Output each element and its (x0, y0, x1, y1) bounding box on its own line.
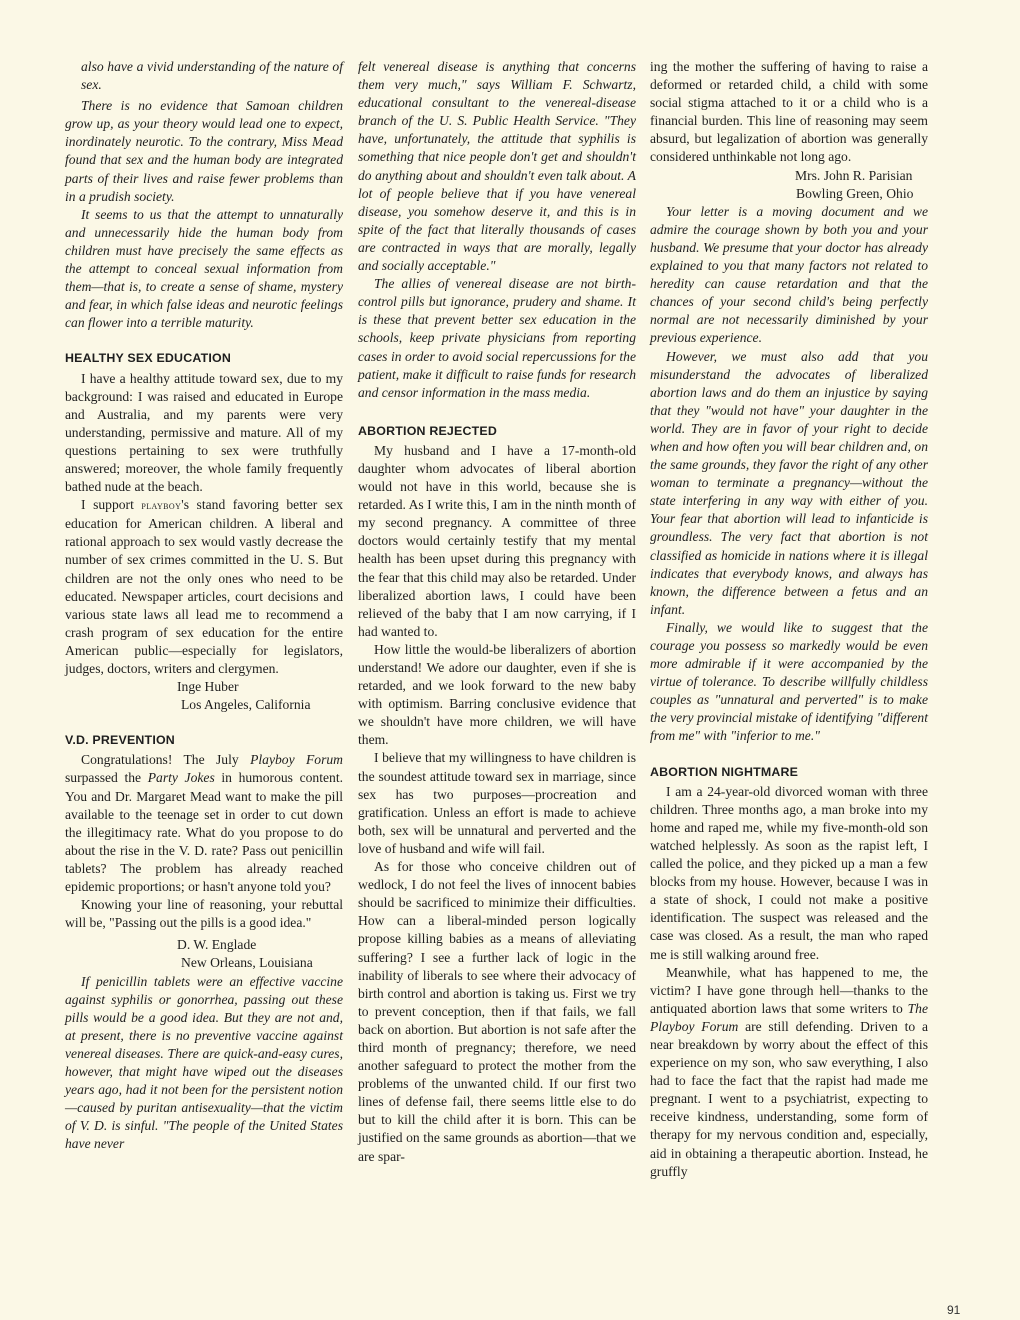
page-number: 91 (947, 1303, 961, 1317)
letter-paragraph: Knowing your line of reasoning, your rebuttal will be, "Passing out the pills is a good idea." (65, 897, 343, 931)
editor-reply-paragraph: felt venereal disease is anything that concerns them very much," says William F. Schwartz, educational consultant to the venereal-disease branch of the U. S. Public Health Service. "They have, unfortunately, the attitude that syphilis is something that nice people don't get and shouldn't do anything about and shouldn't even talk about. A lot of people believe that if you have venereal disease, you somehow deserve it, and this is in spite of the fact that literally thousands of cases are contracted in ways that are morally, legally and socially acceptable." (358, 59, 636, 274)
letter-paragraph: ing the mother the suffering of having to raise a deformed or retarded child, a child with some social stigma attached to it or a child who is a financial burden. This line of reasoning may seem absurd, but legalization of abortion was generally considered unthinkable not long ago. (650, 59, 928, 165)
editor-reply-paragraph: There is no evidence that Samoan children grow up, as your theory would lead one to expect, inordinately neurotic. To the contrary, Miss Mead found that sex and the human body are integrated parts of their lives and raise fewer problems than in a prudish society. (65, 98, 343, 204)
editor-reply-paragraph: Your letter is a moving document and we admire the courage shown by both you and your husband. We presume that your doctor has already explained to you that many factors not related to heredity can cause retardation and that the chances of your second child's being perfectly normal are not necessarily diminished by your previous experience. (650, 203, 928, 346)
text-fragment: I support (81, 497, 142, 513)
text-fragment: Meanwhile, what has happened to me, the victim? I have gone through hell—thanks to the antiquated abortion laws that some writers to (650, 964, 928, 1016)
letter-paragraph: My husband and I have a 17-month-old daughter whom advocates of liberal abortion would not have in this world, because she is retarded. As I write this, I am in the ninth month of my second pregnancy. A committee of three doctors would certainly testify that my mental health has been upset during this pregnancy with the fear that this child may also be retarded. Under liberalized abortion laws, I could have been relieved of the baby that I am now carrying, if I had wanted to. (358, 442, 636, 639)
text-fragment: Congratulations! The July (81, 752, 251, 768)
signature-location: New Orleans, Louisiana (181, 955, 313, 971)
signature-name: Mrs. John R. Parisian (795, 167, 913, 183)
letter-paragraph: As for those who conceive children out of wedlock, I do not feel the lives of innocent babies should be sacrificed to minimize their difficulties. How can a liberal-minded person logically propose killing babies as a means of alleviating suffering? I see a further lack of logic in the inability of liberals to see where their advocacy of birth control and abortion is taking us. First we try to prevent conception, then if that fails, we fall back on abortion. But abortion is not safe after the third month of pregnancy; therefore, we need another safeguard to protect the mother from the problems of the unwanted child. If our first two lines of defense fail, there seems little else to do but to kill the child after it is born. This can be justified on the same grounds as abortion—that we are spar- (358, 859, 636, 1164)
editor-reply-paragraph: The allies of venereal disease are not birth-control pills but ignorance, prudery and shame. It is these that prevent better sex education in the schools, keep private physicians from reporting cases in order to avoid social repercussions for the patient, make it difficult to raise funds for research and censor information in the mass media. (358, 276, 636, 400)
section-heading-abortion-rejected: ABORTION REJECTED (358, 423, 498, 438)
letter-paragraph: I am a 24-year-old divorced woman with three children. Three months ago, a man broke into my home and raped me, while my five-month-old son watched helplessly. As soon as the rapist left, I called the police, and they picked up a man a few blocks from my house. However, because I was in a state of shock, I could not make a positive identification. The suspect was released and the case was closed. As a result, the man who raped me is still walking around free. (650, 783, 928, 962)
section-heading-abortion-nightmare: ABORTION NIGHTMARE (650, 764, 799, 779)
section-heading-vd-prevention: V.D. PREVENTION (65, 733, 175, 748)
editor-reply-paragraph: It seems to us that the attempt to unnaturally and unnecessarily hide the human body from children must have precisely the same effects as the attempt to conceal sexual information from them—that is, to create a sense of shame, mystery and fear, in which false ideas and neurotic feelings can flower into a terrible maturity. (65, 206, 343, 331)
section-heading-healthy-sex-education: HEALTHY SEX EDUCATION (65, 351, 231, 366)
letter-paragraph: How little the would-be liberalizers of abortion understand! We adore our daughter, even if she is retarded, and we look forward to the new baby with optimism. Barring conclusive evidence that we shouldn't have more children, we will have them. (358, 641, 636, 748)
column-1 (65, 58, 343, 1153)
editor-reply-paragraph: However, we must also add that you misunderstand the advocates of liberalized abortion laws and do them an injustice by saying that they "would not have" your daughter in the world. They are in favor of your right to decide when and how often you will bear children and, on the same grounds, they favor the right of any other woman to terminate a pregnancy—without the state interfering in any way with either of you. Your fear that abortion will lead to infanticide is groundless. The very fact that abortion is not classified as homicide in nations where it is illegal indicates that everybody knows, and always has known, the difference between a fetus and an infant. (650, 348, 928, 617)
text-fragment: 's stand favoring better sex education for American children. A liberal and rational approach to sex would vastly decrease the number of sex crimes committed in the U. S. But children are not the only ones who need to be educated. Newspaper articles, court decisions and various state laws all lead me to recommend a crash program of sex education for the entire American public—especially for legislators, judges, doctors, writers and clergymen. (65, 497, 343, 676)
letter-paragraph (65, 751, 343, 896)
column-2 (358, 58, 636, 1166)
column-title: The Playboy Forum (650, 1000, 928, 1034)
column-3 (650, 58, 928, 1181)
text-fragment: surpassed the (65, 770, 148, 786)
magazine-name: playboy (141, 500, 182, 513)
column-title: Playboy Forum (250, 752, 343, 768)
letter-paragraph (65, 496, 343, 678)
letter-paragraph: I believe that my willingness to have children is the soundest attitude toward sex in marriage, since sex has two purposes—procreation and gratification. Unless an effort is made to achieve both, sex will be unnatural and perverted and the love of husband and wife will fail. (358, 750, 636, 856)
text-fragment: in humorous content. You and Dr. Margaret Mead want to make the pill available to the teenage set in order to cut down the illegitimacy rate. What do you propose to do about the rise in the V. D. rate? Pass out penicillin tablets? The problem has already reached epidemic proportions; or hasn't anyone told you? (65, 770, 343, 895)
editor-reply-paragraph: also have a vivid understanding of the nature of sex. (81, 59, 343, 93)
editor-reply-paragraph: Finally, we would like to suggest that the courage you possess so markedly would be even more admirable if it were accompanied by the virtue of tolerance. To describe willfully childless couples as "unnatural and perverted" is to make the very provincial mistake of identifying "different from me" with "inferior to me." (650, 619, 928, 744)
signature-location: Bowling Green, Ohio (796, 185, 914, 201)
signature-location: Los Angeles, California (181, 697, 311, 713)
signature-name: D. W. Englade (177, 937, 257, 953)
column-title: Party Jokes (147, 770, 215, 786)
signature-name: Inge Huber (177, 679, 239, 695)
letter-paragraph: I have a healthy attitude toward sex, due to my background: I was raised and educated in Europe and Australia, and my parents were very understanding, permissive and mature. All of my questions pertaining to sex were truthfully answered; moreover, the whole family frequently bathed nude at the beach. (65, 370, 343, 495)
editor-reply-paragraph: If penicillin tablets were an effective vaccine against syphilis or gonorrhea, passing out these pills would be a good idea. But they are not and, at present, there is no preventive vaccine against venereal diseases. There are quick-and-easy cures, however, that might have wiped out the diseases years ago, had it not been for the persistent notion—caused by puritan antisexuality—that the victim of V. D. is sinful. "The people of the United States have never (65, 973, 343, 1152)
text-fragment: are still defending. Driven to a near breakdown by worry about the effect of this experience on my son, who saw everything, I also had to face the fact that the rapist had made me pregnant. I went to a psychiatrist, expecting to receive kindness, understanding, some form of therapy for my nervous condition and, especially, aid in obtaining a therapeutic abortion. Instead, he gruffly (650, 1018, 928, 1179)
letter-paragraph (650, 964, 928, 1181)
